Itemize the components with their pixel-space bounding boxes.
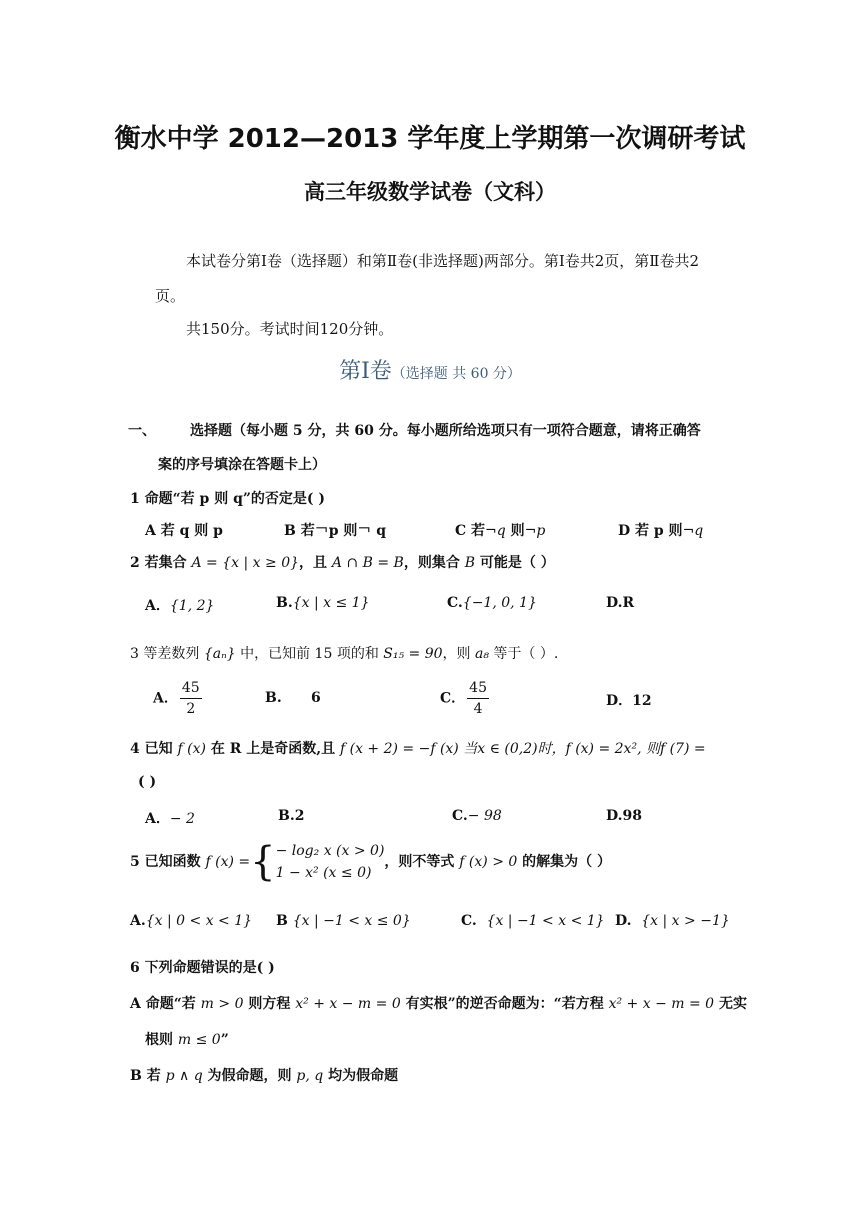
q4-option-a <box>145 808 195 828</box>
q3-a-fraction <box>180 678 202 719</box>
q2-d-label: D. <box>606 595 623 611</box>
part-one-number: 一、 <box>128 423 156 439</box>
q2-pre: 2 若集合 <box>130 555 192 571</box>
q6-a-post: 无实 <box>714 996 747 1012</box>
q5-d-value: {x | x > −1} <box>641 913 730 929</box>
q3-option-b <box>265 690 321 706</box>
q3-option-c <box>440 678 491 719</box>
q2-b-var: B <box>464 555 476 571</box>
q6-b-mid: 为假命题，则 <box>202 1068 297 1084</box>
q6-a-line2-post: ” <box>220 1032 229 1048</box>
q5-inequality: f (x) > 0 <box>459 854 518 870</box>
q2-mid: ，且 <box>299 555 332 571</box>
q3-a-denominator: 2 <box>186 701 196 717</box>
q5-c-value: {x | −1 < x < 1} <box>486 913 605 929</box>
q6-option-a-line-1 <box>130 993 747 1013</box>
q1-c-mid: 则 <box>505 523 525 539</box>
q6-option-b <box>130 1065 398 1085</box>
q3-mid: 中，已知前 15 项的和 <box>235 646 384 662</box>
q3-a-numerator: 45 <box>180 678 202 699</box>
q3-seq: {aₙ} <box>203 646 236 662</box>
q3-c-label: C． <box>440 690 466 707</box>
q4-option-c <box>452 808 502 824</box>
q4-mid: 在 R 上是奇函数,且 <box>205 741 340 757</box>
q3-option-d: D．12 <box>606 693 652 709</box>
q4-line-2: ( ) <box>138 774 157 790</box>
q1-option-b: B 若￢p 则￢ q <box>284 523 387 539</box>
q2-b-label: B. <box>276 595 293 611</box>
q2-option-b <box>276 595 369 611</box>
q4-f: f (x) <box>177 741 206 757</box>
q3-a-label: A． <box>153 690 178 707</box>
q5-b-label: B <box>276 913 288 929</box>
q5-brace: { <box>250 839 276 885</box>
q4-a-label: A． <box>145 811 170 827</box>
q1-c-math-2: ¬p <box>524 523 546 539</box>
q6-a-mid: 则方程 <box>243 996 296 1012</box>
part-one-line-1: 选择题（每小题 5 分，共 60 分。每小题所给选项只有一项符合题意，请将正确答 <box>190 423 701 439</box>
q5-option-c <box>461 913 605 929</box>
q4-a-value: − 2 <box>169 811 195 827</box>
q5-b-value: {x | −1 < x ≤ 0} <box>292 913 411 929</box>
q1-stem: 1 命题“若 p 则 q”的否定是( ) <box>130 491 326 507</box>
q3-mid2: ，则 <box>442 646 475 662</box>
q2-option-d <box>606 595 634 611</box>
part-one-line-2: 案的序号填涂在答题卡上） <box>158 457 326 473</box>
q6-b-post: 均为假命题 <box>323 1068 399 1084</box>
section-main: 第Ⅰ卷 <box>339 359 392 384</box>
q6-a-mid2: 有实根”的逆否命题为：“若方程 <box>400 996 609 1012</box>
q3-c-denominator: 4 <box>473 701 483 717</box>
q5-stem <box>130 840 611 884</box>
intro-line-2: 页。 <box>155 287 186 305</box>
q1-c-math-1: ¬q <box>485 523 506 539</box>
q5-d-label: D. <box>615 913 632 929</box>
q6-a-math-3: x² + x − m = 0 <box>608 996 715 1012</box>
q3-c-fraction <box>467 678 489 719</box>
q3-b-value: 6 <box>310 690 321 706</box>
q5-pre: 5 已知函数 <box>130 854 206 870</box>
q6-b-math-1: p ∧ q <box>165 1068 203 1084</box>
q1-option-d <box>618 520 703 540</box>
q3-b-label: B. <box>265 690 282 706</box>
q6-a-line2-math: m ≤ 0 <box>177 1032 221 1048</box>
q4-c-value: − 98 <box>467 808 502 824</box>
q3-pre: 3 等差数列 <box>130 646 204 662</box>
q6-a-pre: A 命题“若 <box>130 996 201 1012</box>
q3-c-numerator: 45 <box>467 678 489 699</box>
q3-term: a₈ <box>475 646 489 662</box>
q5-option-b <box>276 913 411 929</box>
q2-stem <box>130 552 555 572</box>
exam-subtitle: 高三年级数学试卷（文科） <box>304 180 556 204</box>
q4-option-d: D.98 <box>606 808 642 824</box>
section-paren: （选择题 共 60 分） <box>391 366 521 382</box>
q3-stem <box>130 643 558 663</box>
q6-a-math-1: m > 0 <box>200 996 244 1012</box>
q6-b-pre: B 若 <box>130 1068 166 1084</box>
q2-post: 可能是（ ） <box>475 555 555 571</box>
q2-b-value: {x | x ≤ 1} <box>292 595 370 611</box>
q5-option-a <box>130 913 252 929</box>
q5-c-label: C. <box>461 913 477 929</box>
q2-set-a: A = {x | x ≥ 0} <box>191 555 300 571</box>
q5-piecewise <box>276 840 385 884</box>
q5-mid: ，则不等式 <box>384 854 460 870</box>
q6-stem: 6 下列命题错误的是( ) <box>130 960 275 976</box>
q2-option-a <box>145 595 214 615</box>
q2-c-value: {−1, 0, 1} <box>462 595 537 611</box>
intro-line-1: 本试卷分第Ⅰ卷（选择题）和第Ⅱ卷(非选择题)两部分。第Ⅰ卷共2页，第Ⅱ卷共2 <box>186 252 700 270</box>
q1-d-pre: D 若 p 则 <box>618 523 683 539</box>
q4-c-label: C. <box>452 808 468 824</box>
q1-d-math: ¬q <box>682 523 704 539</box>
q1-c-pre: C 若 <box>455 523 486 539</box>
q1-option-c <box>455 520 545 540</box>
section-heading <box>0 354 860 385</box>
q4-stem <box>130 738 706 758</box>
q2-post-pre: ，则集合 <box>403 555 465 571</box>
q4-pre: 4 已知 <box>130 741 178 757</box>
q2-condition: A ∩ B = B <box>331 555 404 571</box>
q2-a-label: A． <box>145 598 170 614</box>
q6-a-math-2: x² + x − m = 0 <box>295 996 401 1012</box>
q6-b-math-2: p, q <box>296 1068 324 1084</box>
q6-option-a-line-2 <box>145 1029 229 1049</box>
q5-case-1: − log₂ x (x > 0) <box>275 843 385 859</box>
q6-a-line2-pre: 根则 <box>145 1032 178 1048</box>
q1-option-a: A 若 q 则 p <box>145 523 223 539</box>
q2-c-label: C. <box>447 595 463 611</box>
q3-sum: S₁₅ = 90 <box>383 646 443 662</box>
q4-condition: f (x + 2) = −f (x) 当x ∈ (0,2)时，f (x) = 2x², 则f (7) = <box>339 741 706 757</box>
q2-d-value: R <box>622 595 635 611</box>
q5-a-value: {x | 0 < x < 1} <box>145 913 253 929</box>
q5-option-d <box>615 913 730 929</box>
exam-title: 衡水中学 2012—2013 学年度上学期第一次调研考试 <box>114 124 746 154</box>
q2-a-value: {1, 2} <box>169 598 215 614</box>
intro-line-3: 共150分。考试时间120分钟。 <box>186 320 394 338</box>
q3-option-a <box>153 678 204 719</box>
q5-a-label: A. <box>130 913 146 929</box>
q4-option-b: B.2 <box>278 808 305 824</box>
q5-f: f (x) = <box>205 854 251 870</box>
q2-option-c <box>447 595 537 611</box>
q5-case-2: 1 − x² (x ≤ 0) <box>275 865 372 881</box>
q3-post: 等于（ ）. <box>488 646 559 662</box>
q5-post: 的解集为（ ） <box>517 854 612 870</box>
